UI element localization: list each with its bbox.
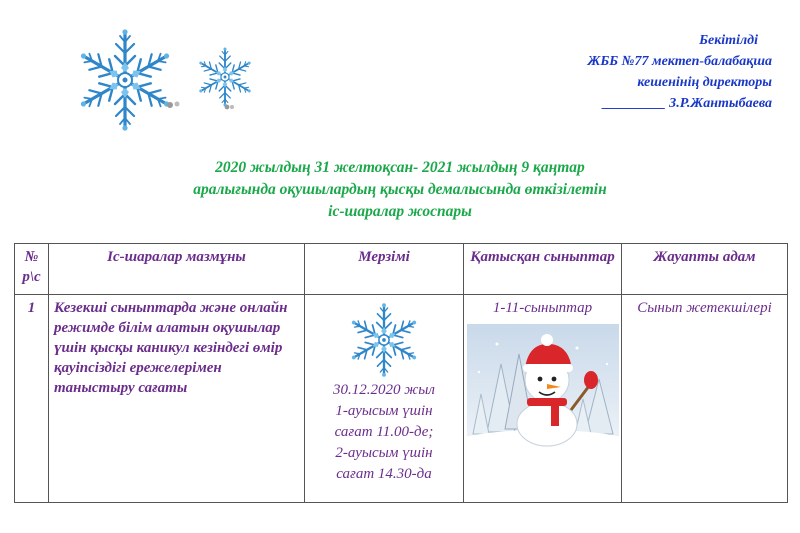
row-num: 1	[15, 295, 49, 503]
row-content: Кезекші сыныптарда және онлайн режимде білім алатын оқушылар үшін қысқы каникул кезіндегі өмір қауіпсіздігі ережелерімен таныстыру сағаты	[49, 295, 305, 503]
snowflake-icon	[344, 300, 424, 380]
header-num: № р\с	[15, 244, 49, 295]
row-date-cell	[305, 295, 464, 503]
title-line: аралығында оқушылардың қысқы демалысында өткізілетін	[193, 181, 607, 198]
date-line: 2-ауысым үшін	[335, 445, 433, 461]
approval-line: Бекітілді	[699, 33, 758, 48]
title-line: іс-шаралар жоспары	[328, 203, 472, 220]
table-header-row	[15, 244, 788, 295]
table-row	[15, 295, 788, 503]
date-line: 30.12.2020 жыл	[333, 382, 435, 398]
snowflake-shadow-icon	[164, 98, 184, 110]
snowflake-icon	[70, 25, 180, 135]
header-responsible: Жауапты адам	[622, 244, 788, 295]
approval-line: кешенінің директоры	[637, 75, 772, 90]
title-line: 2020 жылдың 31 желтоқсан- 2021 жылдың 9 қаңтар	[215, 159, 585, 176]
header-date: Мерзімі	[305, 244, 464, 295]
snowman-picture	[467, 324, 619, 448]
date-line: сағат 11.00-де;	[334, 424, 434, 440]
approval-signature: _________ З.Р.Жантыбаева	[602, 96, 772, 111]
date-line: 1-ауысым үшін	[335, 403, 433, 419]
snowflake-icon	[193, 45, 257, 109]
date-line: сағат 14.30-да	[336, 466, 432, 482]
document-title	[0, 157, 800, 223]
row-classes: 1-11-сыныптар	[492, 300, 593, 316]
approval-line: ЖББ №77 мектеп-балабақша	[587, 54, 772, 69]
row-classes-cell	[464, 295, 622, 503]
header-classes: Қатысқан сыныптар	[464, 244, 622, 295]
row-responsible: Сынып жетекшілері	[622, 295, 788, 503]
plan-table	[14, 243, 788, 503]
header-content: Іс-шаралар мазмұны	[49, 244, 305, 295]
approval-block	[588, 30, 772, 114]
snowflake-shadow-icon	[222, 103, 236, 111]
